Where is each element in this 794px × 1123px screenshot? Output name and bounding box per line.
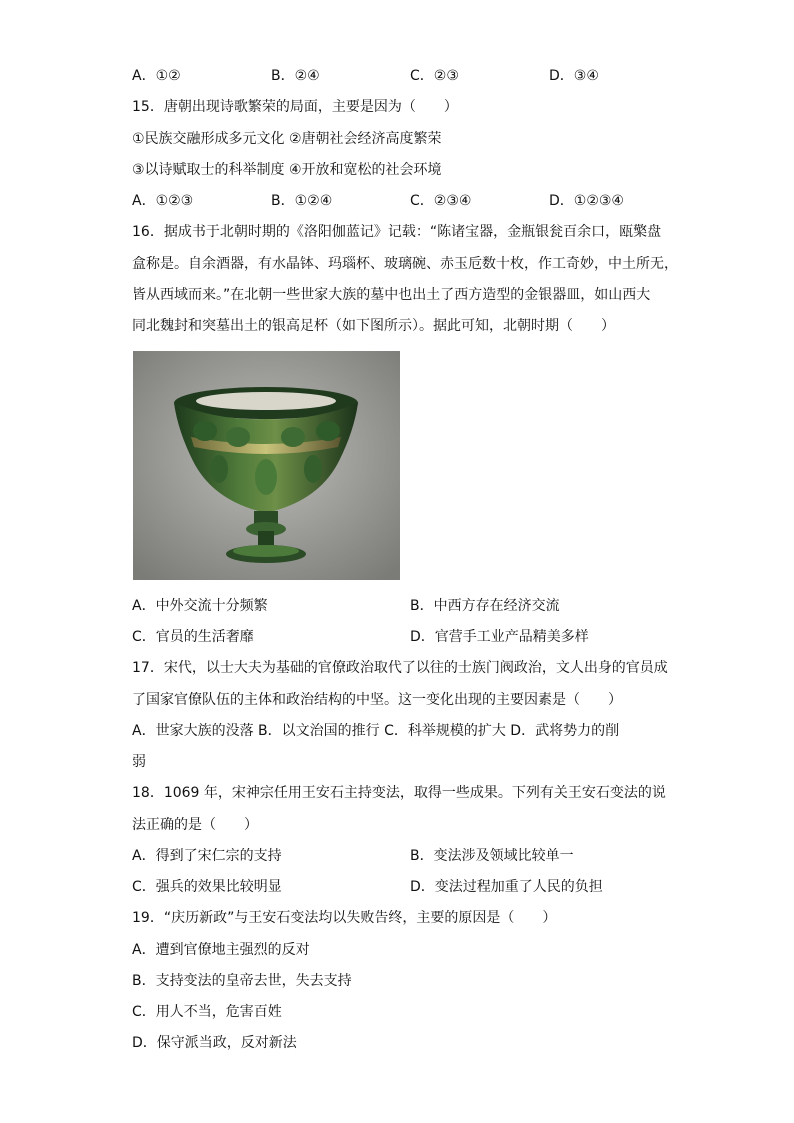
q15-items-line2: ③以诗赋取士的科举制度 ④开放和宽松的社会环境 — [132, 162, 442, 178]
q17-options[interactable]: A．世家大族的没落 B．以文治国的推行 C．科举规模的扩大 D．武将势力的削 — [132, 723, 620, 739]
q15-option-b[interactable]: B．①②④ — [271, 193, 333, 209]
q16-option-b[interactable]: B．中西方存在经济交流 — [410, 598, 560, 614]
q17-stem-line1: 17．宋代，以士大夫为基础的官僚政治取代了以往的士族门阀政治，文人出身的官员成 — [132, 660, 668, 676]
q18-option-b[interactable]: B．变法涉及领域比较单一 — [410, 848, 574, 864]
q19-option-d[interactable]: D．保守派当政，反对新法 — [132, 1035, 297, 1051]
q19-option-c[interactable]: C．用人不当，危害百姓 — [132, 1004, 282, 1020]
q19-option-a[interactable]: A．遭到官僚地主强烈的反对 — [132, 942, 310, 958]
q18-option-c[interactable]: C．强兵的效果比较明显 — [132, 879, 282, 895]
q15-items-line1: ①民族交融形成多元文化 ②唐朝社会经济高度繁荣 — [132, 131, 442, 147]
q14-option-a[interactable]: A．①② — [132, 68, 181, 84]
q14-option-c[interactable]: C．②③ — [410, 68, 459, 84]
q17-stem-line2: 了国家官僚队伍的主体和政治结构的中坚。这一变化出现的主要因素是（ ） — [132, 692, 622, 708]
q18-stem-line1: 18．1069 年，宋神宗任用王安石主持变法，取得一些成果。下列有关王安石变法的说 — [132, 785, 666, 801]
q14-option-d[interactable]: D．③④ — [549, 68, 599, 84]
q16-stem-line2: 盒称是。自余酒器，有水晶钵、玛瑙杯、玻璃碗、赤玉卮数十枚，作工奇妙，中土所无， — [132, 256, 678, 272]
q16-stem-line1: 16．据成书于北朝时期的《洛阳伽蓝记》记载：“陈诸宝器，金瓶银瓮百余口，瓯檠盘 — [132, 224, 662, 240]
q16-stem-line4: 同北魏封和突墓出土的银高足杯（如下图所示）。据此可知，北朝时期（ ） — [132, 318, 615, 334]
q16-stem-line3: 皆从西域而来。”在北朝一些世家大族的墓中也出土了西方造型的金银器皿，如山西大 — [132, 287, 651, 303]
q16-option-a[interactable]: A．中外交流十分频繁 — [132, 598, 268, 614]
q15-option-d[interactable]: D．①②③④ — [549, 193, 624, 209]
q15-stem: 15．唐朝出现诗歌繁荣的局面，主要是因为（ ） — [132, 99, 458, 115]
q17-options-wrap: 弱 — [132, 754, 146, 770]
q16-option-c[interactable]: C．官员的生活奢靡 — [132, 629, 254, 645]
q18-option-d[interactable]: D．变法过程加重了人民的负担 — [410, 879, 603, 895]
q19-stem: 19．“庆历新政”与王安石变法均以失败告终，主要的原因是（ ） — [132, 910, 557, 926]
q15-option-c[interactable]: C．②③④ — [410, 193, 472, 209]
q19-option-b[interactable]: B．支持变法的皇帝去世，失去支持 — [132, 973, 352, 989]
q18-stem-line2: 法正确的是（ ） — [132, 817, 258, 833]
q18-option-a[interactable]: A．得到了宋仁宗的支持 — [132, 848, 282, 864]
q16-option-d[interactable]: D．官营手工业产品精美多样 — [410, 629, 589, 645]
silver-stem-cup-photo — [133, 351, 400, 580]
q14-option-b[interactable]: B．②④ — [271, 68, 320, 84]
q15-option-a[interactable]: A．①②③ — [132, 193, 194, 209]
